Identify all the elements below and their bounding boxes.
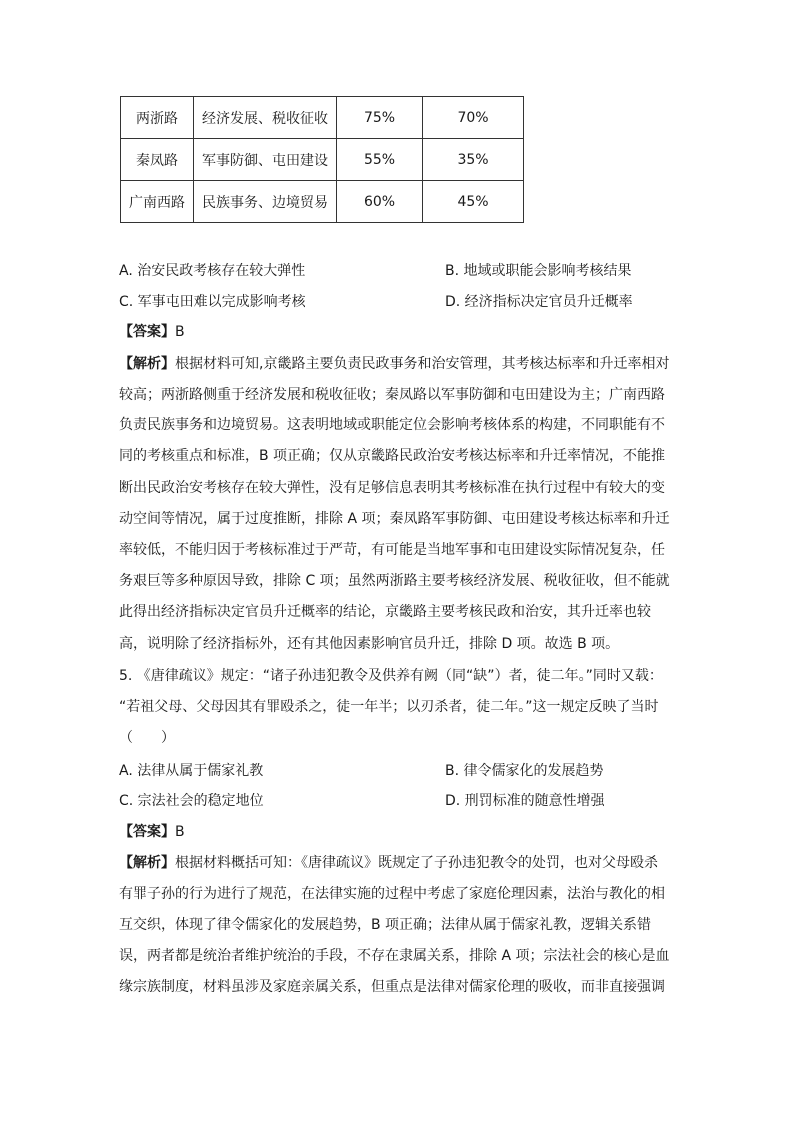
q5-analysis-line: 有罪子孙的行为进行了规范，在法律实施的过程中考虑了家庭伦理因素，法治与教化的相 [119, 886, 665, 902]
q5-stem-line: “若祖父母、父母因其有罪殴杀之，徒一年半；以刃杀者，徒二年。”这一规定反映了当时 [119, 699, 659, 715]
table-cell: 经济发展、税收征收 [194, 97, 337, 139]
q4-answer [119, 323, 185, 341]
table-row [121, 97, 524, 139]
table-cell: 55% [337, 139, 423, 181]
answer-value: B [175, 324, 185, 340]
q4-analysis-line: 务艰巨等多种原因导致，排除 C 项；虽然两浙路主要考核经济发展、税收征收，但不能就 [119, 573, 670, 589]
q4-analysis-line: 负责民族事务和边境贸易。这表明地域或职能定位会影响考核体系的构建，不同职能有不 [119, 417, 665, 433]
table-cell: 70% [423, 97, 524, 139]
q5-analysis-line: 误，两者都是统治者维护统治的手段，不存在隶属关系，排除 A 项；宗法社会的核心是血 [119, 948, 670, 964]
q5-option-a: A. 法律从属于儒家礼教 [119, 763, 264, 779]
q4-analysis-line: 此得出经济指标决定官员升迁概率的结论，京畿路主要考核民政和治安，其升迁率也较 [119, 604, 651, 620]
table-cell: 两浙路 [121, 97, 194, 139]
q4-option-a: A. 治安民政考核存在较大弹性 [119, 263, 306, 279]
q5-option-c: C. 宗法社会的稳定地位 [119, 793, 264, 809]
q5-answer [119, 823, 185, 841]
table-cell: 民族事务、边境贸易 [194, 181, 337, 223]
table-cell: 秦凤路 [121, 139, 194, 181]
q4-analysis-line: 断出民政治安考核存在较大弹性，没有足够信息表明其考核标准在执行过程中有较大的变 [119, 480, 665, 496]
q5-analysis-line [119, 854, 679, 872]
answer-value: B [175, 824, 185, 840]
q4-option-c: C. 军事屯田难以完成影响考核 [119, 294, 306, 310]
table-row [121, 139, 524, 181]
table-cell: 35% [423, 139, 524, 181]
analysis-text: 根据材料可知,京畿路主要负责民政事务和治安管理，其考核达标率和升迁率相对 [175, 356, 670, 372]
q4-option-b: B. 地域或职能会影响考核结果 [445, 263, 632, 279]
table-cell: 广南西路 [121, 181, 194, 223]
table-cell: 45% [423, 181, 524, 223]
q5-option-b: B. 律令儒家化的发展趋势 [445, 763, 604, 779]
answer-tag: 【答案】 [119, 324, 175, 340]
q4-analysis-line [119, 355, 679, 373]
q4-analysis-line: 较高；两浙路侧重于经济发展和税收征收；秦凤路以军事防御和屯田建设为主；广南西路 [119, 387, 665, 403]
table-cell: 60% [337, 181, 423, 223]
q4-analysis-line: 动空间等情况，属于过度推断，排除 A 项；秦凤路军事防御、屯田建设考核达标率和升迁 [119, 511, 670, 527]
q4-analysis-line: 高，说明除了经济指标外，还有其他因素影响官员升迁，排除 D 项。故选 B 项。 [119, 636, 620, 652]
q5-analysis-line: 缘宗族制度，材料虽涉及家庭亲属关系，但重点是法律对儒家伦理的吸收，而非直接强调 [119, 979, 665, 995]
table-cell: 军事防御、屯田建设 [194, 139, 337, 181]
q4-analysis-line: 率较低，不能归因于考核标准过于严苛，有可能是当地军事和屯田建设实际情况复杂，任 [119, 542, 665, 558]
q5-analysis-line: 互交织，体现了律令儒家化的发展趋势，B 项正确；法律从属于儒家礼教，逻辑关系错 [119, 917, 652, 933]
q4-analysis-line: 同的考核重点和标准，B 项正确；仅从京畿路民政治安考核达标率和升迁率情况，不能推 [119, 448, 666, 464]
q4-option-d: D. 经济指标决定官员升迁概率 [445, 294, 633, 310]
analysis-tag: 【解析】 [119, 356, 175, 372]
answer-tag: 【答案】 [119, 824, 175, 840]
q5-stem-line: 5. 《唐律疏议》规定：“诸子孙违犯教令及供养有阙（同“缺”）者，徒二年。”同时又载： [119, 668, 663, 684]
table-cell: 75% [337, 97, 423, 139]
analysis-tag: 【解析】 [119, 855, 175, 871]
q5-stem-blank: （ ） [119, 730, 175, 746]
assessment-table [120, 96, 524, 223]
q5-option-d: D. 刑罚标准的随意性增强 [445, 793, 605, 809]
table-row [121, 181, 524, 223]
analysis-text: 根据材料概括可知：《唐律疏议》既规定了子孙违犯教令的处罚，也对父母殴杀 [175, 855, 658, 871]
